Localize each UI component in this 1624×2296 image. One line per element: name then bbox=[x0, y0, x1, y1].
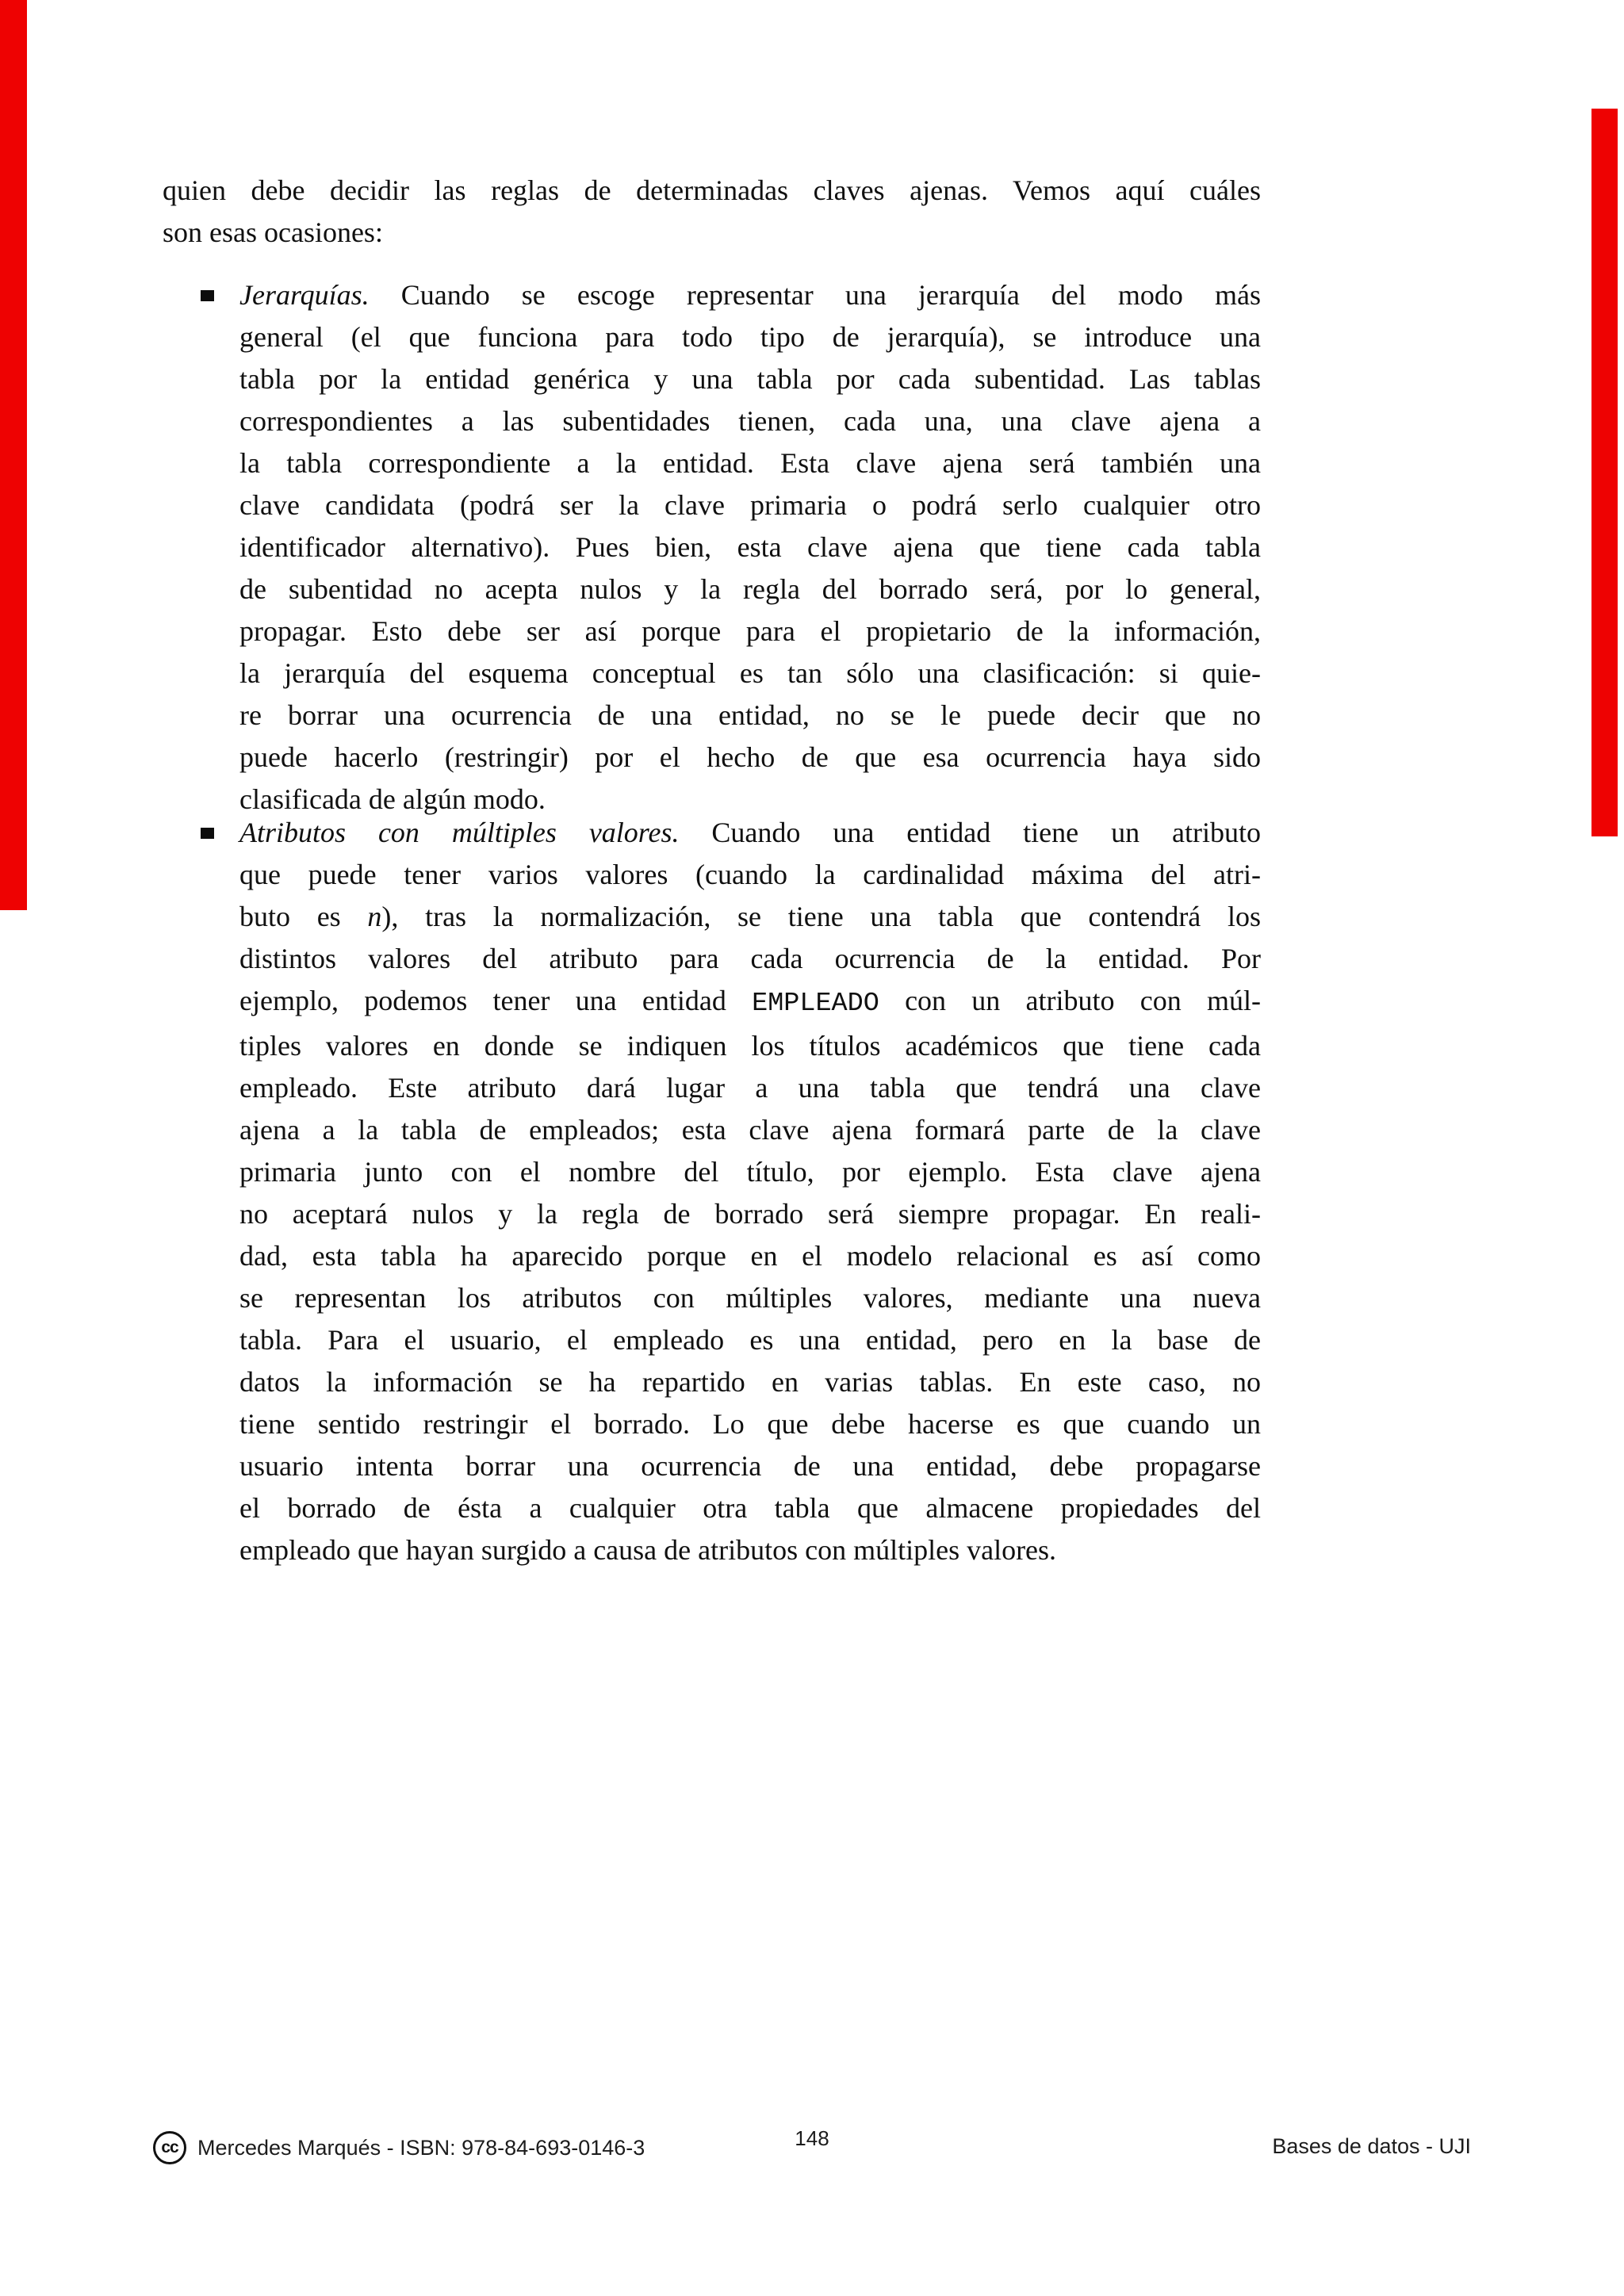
text-line: el borrado de ésta a cualquier otra tabla que almacene propiedades del bbox=[239, 1492, 1261, 1524]
text-line: dad, esta tabla ha aparecido porque en el modelo relacional es así como bbox=[239, 1240, 1261, 1272]
text-line: datos la información se ha repartido en varias tablas. En este caso, no bbox=[239, 1366, 1261, 1398]
bullet-text bbox=[239, 812, 1261, 1571]
text-line: la jerarquía del esquema conceptual es tan sólo una clasificación: si quie- bbox=[239, 657, 1261, 689]
intro-paragraph bbox=[163, 170, 1261, 254]
body-text-column bbox=[163, 170, 1262, 1566]
text-line: ajena a la tabla de empleados; esta clave ajena formará parte de la clave bbox=[239, 1114, 1261, 1146]
text-line: tiples valores en donde se indiquen los títulos académicos que tiene cada bbox=[239, 1030, 1261, 1062]
footer-book-title: Bases de datos - UJI bbox=[1272, 2134, 1471, 2158]
text-line: distintos valores del atributo para cada ocurrencia de la entidad. Por bbox=[239, 943, 1261, 974]
text-line: ejemplo, podemos tener una entidad EMPLEADO con un atributo con múl- bbox=[239, 985, 1262, 1019]
text-line: tabla por la entidad genérica y una tabla por cada subentidad. Las tablas bbox=[239, 363, 1261, 395]
text-line: quien debe decidir las reglas de determinadas claves ajenas. Vemos aquí cuáles bbox=[163, 174, 1261, 206]
text-line: Jerarquías. Cuando se escoge representar una jerarquía del modo más bbox=[239, 279, 1261, 311]
text-line: clave candidata (podrá ser la clave primaria o podrá serlo cualquier otro bbox=[239, 489, 1261, 521]
bullet-text bbox=[239, 274, 1261, 821]
text-line: que puede tener varios valores (cuando la cardinalidad máxima del atri- bbox=[239, 859, 1261, 890]
text-line: se representan los atributos con múltiples valores, mediante una nueva bbox=[239, 1282, 1261, 1314]
text-line: propagar. Esto debe ser así porque para el propietario de la información, bbox=[239, 615, 1261, 647]
red-highlight-bar-right bbox=[1591, 109, 1618, 836]
text-line: buto es n), tras la normalización, se tiene una tabla que contendrá los bbox=[239, 901, 1261, 932]
text-line: Atributos con múltiples valores. Cuando una entidad tiene un atributo bbox=[239, 817, 1261, 848]
text-line: de subentidad no acepta nulos y la regla del borrado será, por lo general, bbox=[239, 573, 1261, 605]
bullet-square-icon bbox=[201, 828, 214, 839]
text-line: son esas ocasiones: bbox=[163, 216, 383, 248]
page-footer bbox=[0, 2125, 1624, 2180]
text-line: identificador alternativo). Pues bien, esta clave ajena que tiene cada tabla bbox=[239, 531, 1261, 563]
text-line: puede hacerlo (restringir) por el hecho de que esa ocurrencia haya sido bbox=[239, 741, 1261, 773]
text-line: la tabla correspondiente a la entidad. Esta clave ajena será también una bbox=[239, 447, 1261, 479]
text-line: tabla. Para el usuario, el empleado es una entidad, pero en la base de bbox=[239, 1324, 1261, 1356]
text-line: empleado que hayan surgido a causa de atributos con múltiples valores. bbox=[239, 1534, 1057, 1566]
bullet-item-atributos-multiples bbox=[239, 812, 1261, 1571]
text-line: no aceptará nulos y la regla de borrado será siempre propagar. En reali- bbox=[239, 1198, 1261, 1230]
footer-author-isbn-text: Mercedes Marqués - ISBN: 978-84-693-0146-3 bbox=[197, 2135, 645, 2160]
text-line: clasificada de algún modo. bbox=[239, 783, 546, 815]
text-line: re borrar una ocurrencia de una entidad, no se le puede decir que no bbox=[239, 699, 1261, 731]
text-line: correspondientes a las subentidades tienen, cada una, una clave ajena a bbox=[239, 405, 1261, 437]
page-number: 148 bbox=[795, 2126, 829, 2150]
text-line: primaria junto con el nombre del título, por ejemplo. Esta clave ajena bbox=[239, 1156, 1261, 1188]
text-line: tiene sentido restringir el borrado. Lo que debe hacerse es que cuando un bbox=[239, 1408, 1261, 1440]
text-line: empleado. Este atributo dará lugar a una tabla que tendrá una clave bbox=[239, 1072, 1261, 1104]
bullet-square-icon bbox=[201, 290, 214, 301]
text-line: usuario intenta borrar una ocurrencia de una entidad, debe propagarse bbox=[239, 1450, 1261, 1482]
footer-author-isbn bbox=[153, 2131, 645, 2164]
creative-commons-icon: cc bbox=[153, 2131, 186, 2164]
red-highlight-bar-left bbox=[0, 0, 27, 910]
text-line: general (el que funciona para todo tipo de jerarquía), se introduce una bbox=[239, 321, 1261, 353]
bullet-item-jerarquias bbox=[239, 274, 1261, 821]
